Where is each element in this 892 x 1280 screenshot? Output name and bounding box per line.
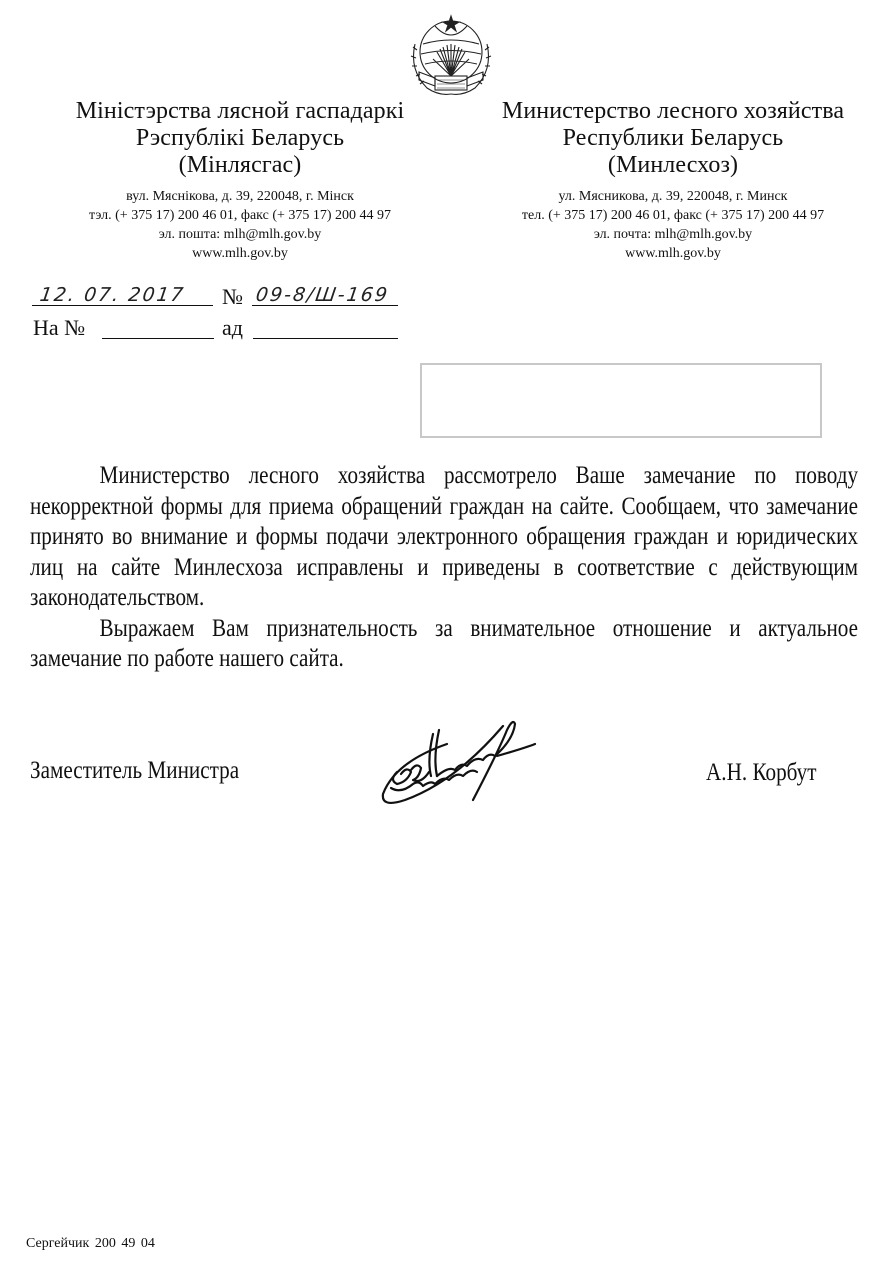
signatory-name: А.Н. Корбут <box>706 757 817 786</box>
outgoing-date: 12. 07. 2017 <box>38 284 187 306</box>
letterhead-russian <box>470 98 876 263</box>
state-emblem-icon <box>405 14 497 100</box>
org-website: www.mlh.gov.by <box>625 246 721 261</box>
handwritten-signature <box>375 710 610 810</box>
number-label: № <box>222 284 243 309</box>
org-address: ул. Мясникова, д. 39, 220048, г. Минск <box>558 189 788 204</box>
org-email: эл. пошта: mlh@mlh.gov.by <box>158 227 322 242</box>
letter-body <box>30 460 858 674</box>
org-phone: тэл. (+ 375 17) 200 46 01, факс (+ 375 17) 200 44 97 <box>88 208 392 223</box>
letterhead-belarusian <box>40 98 440 263</box>
org-name-line2: Рэспублікі Беларусь <box>135 125 345 151</box>
signatory-position: Заместитель Министра <box>30 755 240 784</box>
addressee-box <box>420 363 822 438</box>
reply-to-number-field <box>102 338 214 339</box>
org-name-line1: Министерство лесного хозяйства <box>501 98 845 124</box>
org-website: www.mlh.gov.by <box>192 246 288 261</box>
body-paragraph-2: Выражаем Вам признательность за внимательное отношение и актуальное замечание по работе нашего сайта. <box>30 612 858 672</box>
executor-contact: Сергейчик 200 49 04 <box>26 1236 155 1251</box>
reply-to-label: На № <box>33 315 86 340</box>
body-paragraph-1: Министерство лесного хозяйства рассмотрело Ваше замечание по поводу некорректной формы для приема обращений граждан на сайте. Сообщаем, что замечание принято во внимание и формы подачи электронного обращения граждан и юридических лиц на сайте Минлесхоза исправлены и приведены в соответствие с действующим законодательством. <box>30 460 858 611</box>
outgoing-number: 09-8/Ш-169 <box>254 284 391 306</box>
reply-from-date-field <box>253 338 398 339</box>
org-address: вул. Мяснікова, д. 39, 220048, г. Мінск <box>126 189 354 204</box>
reply-from-label: ад <box>222 315 243 340</box>
org-email: эл. почта: mlh@mlh.gov.by <box>593 227 753 242</box>
org-short-name: (Мінлясгас) <box>178 152 302 178</box>
org-name-line1: Міністэрства лясной гаспадаркі <box>75 98 405 124</box>
org-short-name: (Минлесхоз) <box>607 152 739 178</box>
org-phone: тел. (+ 375 17) 200 46 01, факс (+ 375 17) 200 44 97 <box>521 208 825 223</box>
org-name-line2: Республики Беларусь <box>562 125 784 151</box>
